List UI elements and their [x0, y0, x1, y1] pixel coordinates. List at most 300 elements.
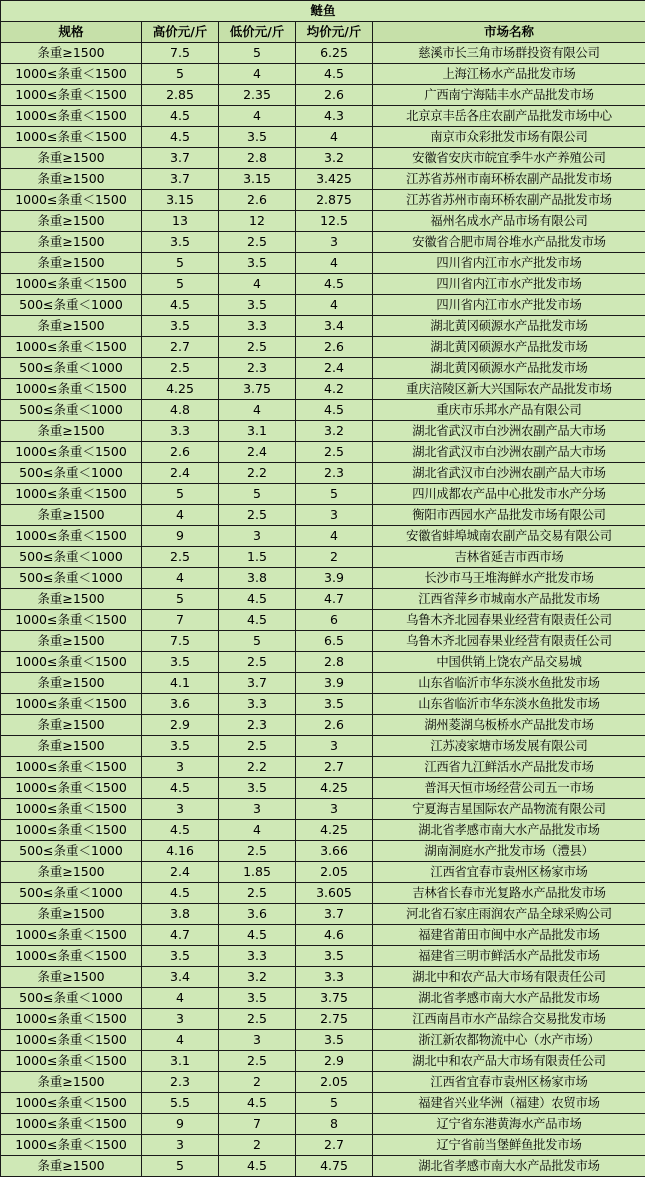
- cell-spec: 条重≥1500: [1, 421, 142, 442]
- cell-avg-price: 2.5: [296, 442, 373, 463]
- cell-high-price: 3.7: [142, 169, 219, 190]
- cell-avg-price: 3.4: [296, 316, 373, 337]
- cell-spec: 500≤条重＜1000: [1, 841, 142, 862]
- cell-avg-price: 6.25: [296, 43, 373, 64]
- cell-avg-price: 2: [296, 547, 373, 568]
- cell-high-price: 4: [142, 1030, 219, 1051]
- cell-market-name: 乌鲁木齐北园春果业经营有限责任公司: [373, 610, 645, 631]
- cell-market-name: 湖北中和农产品大市场有限责任公司: [373, 967, 645, 988]
- cell-spec: 500≤条重＜1000: [1, 568, 142, 589]
- table-row: [1, 400, 645, 421]
- cell-low-price: 3.15: [219, 169, 296, 190]
- cell-low-price: 5: [219, 631, 296, 652]
- cell-high-price: 2.9: [142, 715, 219, 736]
- cell-spec: 1000≤条重＜1500: [1, 1135, 142, 1156]
- cell-avg-price: 4.5: [296, 400, 373, 421]
- table-row: [1, 610, 645, 631]
- cell-spec: 500≤条重＜1000: [1, 400, 142, 421]
- cell-high-price: 2.4: [142, 463, 219, 484]
- table-row: [1, 967, 645, 988]
- cell-spec: 1000≤条重＜1500: [1, 484, 142, 505]
- cell-low-price: 3.2: [219, 967, 296, 988]
- cell-low-price: 2.5: [219, 736, 296, 757]
- cell-low-price: 3: [219, 799, 296, 820]
- cell-market-name: 江苏省苏州市南环桥农副产品批发市场: [373, 190, 645, 211]
- cell-low-price: 3: [219, 1030, 296, 1051]
- cell-low-price: 2.5: [219, 1009, 296, 1030]
- table-row: [1, 1093, 645, 1114]
- cell-market-name: 重庆市乐邦水产品有限公司: [373, 400, 645, 421]
- cell-avg-price: 2.4: [296, 358, 373, 379]
- cell-high-price: 4: [142, 988, 219, 1009]
- cell-market-name: 江西省宜春市袁州区杨家市场: [373, 862, 645, 883]
- cell-avg-price: 3.5: [296, 694, 373, 715]
- cell-market-name: 乌鲁木齐北园春果业经营有限责任公司: [373, 631, 645, 652]
- cell-avg-price: 2.875: [296, 190, 373, 211]
- cell-high-price: 3: [142, 1135, 219, 1156]
- cell-high-price: 3.6: [142, 694, 219, 715]
- cell-low-price: 3.7: [219, 673, 296, 694]
- cell-market-name: 安徽省安庆市皖宜季牛水产养殖公司: [373, 148, 645, 169]
- table-row: [1, 589, 645, 610]
- cell-spec: 条重≥1500: [1, 589, 142, 610]
- cell-avg-price: 4.2: [296, 379, 373, 400]
- table-row: [1, 904, 645, 925]
- cell-high-price: 5: [142, 253, 219, 274]
- cell-low-price: 2.2: [219, 757, 296, 778]
- cell-high-price: 7.5: [142, 43, 219, 64]
- table-row: [1, 631, 645, 652]
- cell-spec: 1000≤条重＜1500: [1, 127, 142, 148]
- cell-high-price: 5.5: [142, 1093, 219, 1114]
- table-row: [1, 106, 645, 127]
- cell-high-price: 2.4: [142, 862, 219, 883]
- cell-low-price: 5: [219, 43, 296, 64]
- cell-market-name: 江西省萍乡市城南水产品批发市场: [373, 589, 645, 610]
- cell-spec: 条重≥1500: [1, 316, 142, 337]
- cell-market-name: 四川省内江市水产批发市场: [373, 295, 645, 316]
- table-row: [1, 253, 645, 274]
- cell-low-price: 4.5: [219, 610, 296, 631]
- cell-avg-price: 4.5: [296, 274, 373, 295]
- cell-market-name: 湖北省孝感市南大水产品批发市场: [373, 988, 645, 1009]
- table-row: [1, 1030, 645, 1051]
- cell-market-name: 湖北省武汉市白沙洲农副产品大市场: [373, 442, 645, 463]
- cell-spec: 条重≥1500: [1, 211, 142, 232]
- cell-low-price: 2.4: [219, 442, 296, 463]
- cell-low-price: 4.5: [219, 925, 296, 946]
- table-row: [1, 1072, 645, 1093]
- table-row: [1, 358, 645, 379]
- cell-market-name: 普洱天恒市场经营公司五一市场: [373, 778, 645, 799]
- cell-spec: 1000≤条重＜1500: [1, 652, 142, 673]
- table-row: [1, 484, 645, 505]
- cell-high-price: 3.15: [142, 190, 219, 211]
- cell-high-price: 9: [142, 1114, 219, 1135]
- title-row: [1, 1, 645, 22]
- cell-spec: 1000≤条重＜1500: [1, 946, 142, 967]
- cell-low-price: 2.5: [219, 505, 296, 526]
- cell-market-name: 四川省内江市水产批发市场: [373, 253, 645, 274]
- table-row: [1, 946, 645, 967]
- cell-high-price: 3.5: [142, 232, 219, 253]
- cell-high-price: 4: [142, 568, 219, 589]
- cell-avg-price: 3.7: [296, 904, 373, 925]
- cell-spec: 条重≥1500: [1, 673, 142, 694]
- cell-high-price: 5: [142, 274, 219, 295]
- header-low-price: 低价元/斤: [219, 22, 296, 43]
- cell-low-price: 4.5: [219, 589, 296, 610]
- table-row: [1, 736, 645, 757]
- cell-avg-price: 3.425: [296, 169, 373, 190]
- cell-low-price: 4: [219, 820, 296, 841]
- cell-spec: 1000≤条重＜1500: [1, 1009, 142, 1030]
- cell-avg-price: 2.6: [296, 715, 373, 736]
- cell-high-price: 4.25: [142, 379, 219, 400]
- cell-low-price: 2.2: [219, 463, 296, 484]
- cell-market-name: 江西南昌市水产品综合交易批发市场: [373, 1009, 645, 1030]
- cell-avg-price: 3.75: [296, 988, 373, 1009]
- cell-low-price: 2.5: [219, 232, 296, 253]
- cell-avg-price: 2.05: [296, 862, 373, 883]
- cell-market-name: 上海江杨水产品批发市场: [373, 64, 645, 85]
- cell-low-price: 4: [219, 64, 296, 85]
- cell-spec: 500≤条重＜1000: [1, 358, 142, 379]
- cell-high-price: 5: [142, 64, 219, 85]
- cell-spec: 500≤条重＜1000: [1, 547, 142, 568]
- cell-low-price: 4.5: [219, 1093, 296, 1114]
- cell-market-name: 衡阳市西园水产品批发市场有限公司: [373, 505, 645, 526]
- cell-market-name: 湖北省孝感市南大水产品批发市场: [373, 1156, 645, 1177]
- cell-market-name: 河北省石家庄雨润农产品全球采购公司: [373, 904, 645, 925]
- cell-low-price: 2: [219, 1135, 296, 1156]
- cell-avg-price: 2.75: [296, 1009, 373, 1030]
- cell-low-price: 2.8: [219, 148, 296, 169]
- cell-avg-price: 4.7: [296, 589, 373, 610]
- cell-spec: 1000≤条重＜1500: [1, 1114, 142, 1135]
- table-row: [1, 568, 645, 589]
- cell-avg-price: 8: [296, 1114, 373, 1135]
- cell-spec: 1000≤条重＜1500: [1, 925, 142, 946]
- cell-avg-price: 3: [296, 232, 373, 253]
- header-high-price: 高价元/斤: [142, 22, 219, 43]
- cell-market-name: 福建省三明市鲜活水产品批发市场: [373, 946, 645, 967]
- cell-spec: 500≤条重＜1000: [1, 295, 142, 316]
- cell-high-price: 3.4: [142, 967, 219, 988]
- table-row: [1, 232, 645, 253]
- cell-market-name: 慈溪市长三角市场群投资有限公司: [373, 43, 645, 64]
- cell-high-price: 2.5: [142, 358, 219, 379]
- cell-market-name: 湖南洞庭水产批发市场（澧县）: [373, 841, 645, 862]
- cell-market-name: 北京京丰岳各庄农副产品批发市场中心: [373, 106, 645, 127]
- cell-high-price: 3: [142, 1009, 219, 1030]
- cell-high-price: 3.1: [142, 1051, 219, 1072]
- cell-low-price: 2.5: [219, 841, 296, 862]
- table-body: [1, 43, 645, 1177]
- cell-low-price: 12: [219, 211, 296, 232]
- cell-high-price: 4: [142, 505, 219, 526]
- table-row: [1, 316, 645, 337]
- cell-high-price: 4.5: [142, 295, 219, 316]
- cell-avg-price: 3.9: [296, 568, 373, 589]
- cell-avg-price: 3.2: [296, 421, 373, 442]
- cell-high-price: 2.3: [142, 1072, 219, 1093]
- table-row: [1, 862, 645, 883]
- cell-spec: 1000≤条重＜1500: [1, 1030, 142, 1051]
- cell-low-price: 1.85: [219, 862, 296, 883]
- cell-low-price: 2.5: [219, 1051, 296, 1072]
- cell-low-price: 3.3: [219, 946, 296, 967]
- cell-spec: 1000≤条重＜1500: [1, 820, 142, 841]
- cell-low-price: 2.5: [219, 652, 296, 673]
- cell-market-name: 中国供销上饶农产品交易城: [373, 652, 645, 673]
- cell-high-price: 3.8: [142, 904, 219, 925]
- cell-high-price: 3: [142, 799, 219, 820]
- cell-spec: 1000≤条重＜1500: [1, 85, 142, 106]
- cell-high-price: 7.5: [142, 631, 219, 652]
- cell-low-price: 5: [219, 484, 296, 505]
- cell-spec: 条重≥1500: [1, 148, 142, 169]
- header-avg-price: 均价元/斤: [296, 22, 373, 43]
- cell-market-name: 吉林省延吉市西市场: [373, 547, 645, 568]
- cell-high-price: 2.6: [142, 442, 219, 463]
- table-row: [1, 169, 645, 190]
- cell-market-name: 辽宁省前当堡鲜鱼批发市场: [373, 1135, 645, 1156]
- table-row: [1, 883, 645, 904]
- cell-high-price: 5: [142, 589, 219, 610]
- cell-spec: 1000≤条重＜1500: [1, 190, 142, 211]
- cell-spec: 1000≤条重＜1500: [1, 778, 142, 799]
- cell-market-name: 安徽省合肥市周谷堆水产品批发市场: [373, 232, 645, 253]
- cell-low-price: 4.5: [219, 1156, 296, 1177]
- cell-high-price: 4.5: [142, 820, 219, 841]
- table-row: [1, 652, 645, 673]
- table-row: [1, 148, 645, 169]
- cell-low-price: 4: [219, 400, 296, 421]
- cell-spec: 1000≤条重＜1500: [1, 610, 142, 631]
- cell-high-price: 3.5: [142, 736, 219, 757]
- cell-spec: 1000≤条重＜1500: [1, 379, 142, 400]
- cell-market-name: 辽宁省东港黄海水产品市场: [373, 1114, 645, 1135]
- cell-low-price: 3.75: [219, 379, 296, 400]
- cell-high-price: 7: [142, 610, 219, 631]
- cell-high-price: 2.5: [142, 547, 219, 568]
- header-spec: 规格: [1, 22, 142, 43]
- cell-market-name: 广西南宁海陆丰水产品批发市场: [373, 85, 645, 106]
- cell-market-name: 山东省临沂市华东淡水鱼批发市场: [373, 673, 645, 694]
- cell-spec: 条重≥1500: [1, 1156, 142, 1177]
- table-row: [1, 547, 645, 568]
- cell-market-name: 湖北省武汉市白沙洲农副产品大市场: [373, 421, 645, 442]
- cell-market-name: 江苏省苏州市南环桥农副产品批发市场: [373, 169, 645, 190]
- cell-spec: 1000≤条重＜1500: [1, 694, 142, 715]
- cell-market-name: 浙江新农都物流中心（水产市场）: [373, 1030, 645, 1051]
- cell-avg-price: 2.05: [296, 1072, 373, 1093]
- cell-low-price: 2.35: [219, 85, 296, 106]
- cell-high-price: 3.7: [142, 148, 219, 169]
- table-row: [1, 778, 645, 799]
- table-row: [1, 925, 645, 946]
- table-row: [1, 274, 645, 295]
- cell-low-price: 2.3: [219, 715, 296, 736]
- table-row: [1, 799, 645, 820]
- cell-high-price: 4.5: [142, 883, 219, 904]
- cell-low-price: 3.5: [219, 253, 296, 274]
- cell-high-price: 5: [142, 1156, 219, 1177]
- cell-market-name: 湖北黄冈硕源水产品批发市场: [373, 358, 645, 379]
- cell-spec: 1000≤条重＜1500: [1, 1093, 142, 1114]
- cell-high-price: 4.5: [142, 778, 219, 799]
- table-row: [1, 820, 645, 841]
- cell-spec: 500≤条重＜1000: [1, 883, 142, 904]
- cell-market-name: 江西省九江鲜活水产品批发市场: [373, 757, 645, 778]
- cell-high-price: 4.16: [142, 841, 219, 862]
- cell-avg-price: 3: [296, 736, 373, 757]
- cell-spec: 条重≥1500: [1, 862, 142, 883]
- cell-avg-price: 4: [296, 127, 373, 148]
- cell-market-name: 湖州菱湖乌板桥水产品批发市场: [373, 715, 645, 736]
- cell-high-price: 4.8: [142, 400, 219, 421]
- cell-market-name: 长沙市马王堆海鲜水产批发市场: [373, 568, 645, 589]
- cell-spec: 1000≤条重＜1500: [1, 337, 142, 358]
- cell-market-name: 湖北省孝感市南大水产品批发市场: [373, 820, 645, 841]
- cell-avg-price: 3.605: [296, 883, 373, 904]
- table-row: [1, 379, 645, 400]
- table-row: [1, 127, 645, 148]
- cell-avg-price: 4.25: [296, 778, 373, 799]
- cell-low-price: 3.5: [219, 295, 296, 316]
- cell-high-price: 4.7: [142, 925, 219, 946]
- cell-market-name: 安徽省蚌埠城南农副产品交易有限公司: [373, 526, 645, 547]
- cell-avg-price: 4.3: [296, 106, 373, 127]
- cell-high-price: 5: [142, 484, 219, 505]
- cell-spec: 1000≤条重＜1500: [1, 1051, 142, 1072]
- table-row: [1, 211, 645, 232]
- cell-low-price: 2.6: [219, 190, 296, 211]
- cell-high-price: 2.85: [142, 85, 219, 106]
- cell-avg-price: 2.8: [296, 652, 373, 673]
- cell-high-price: 3: [142, 757, 219, 778]
- cell-spec: 1000≤条重＜1500: [1, 442, 142, 463]
- cell-avg-price: 2.6: [296, 337, 373, 358]
- cell-spec: 1000≤条重＜1500: [1, 106, 142, 127]
- cell-market-name: 宁夏海吉星国际农产品物流有限公司: [373, 799, 645, 820]
- table-row: [1, 295, 645, 316]
- cell-avg-price: 3.66: [296, 841, 373, 862]
- table-row: [1, 1156, 645, 1177]
- cell-spec: 1000≤条重＜1500: [1, 274, 142, 295]
- cell-avg-price: 2.3: [296, 463, 373, 484]
- cell-spec: 条重≥1500: [1, 631, 142, 652]
- table-row: [1, 694, 645, 715]
- cell-low-price: 3.3: [219, 316, 296, 337]
- cell-market-name: 南京市众彩批发市场有限公司: [373, 127, 645, 148]
- cell-avg-price: 4.75: [296, 1156, 373, 1177]
- cell-spec: 1000≤条重＜1500: [1, 799, 142, 820]
- cell-low-price: 3.5: [219, 988, 296, 1009]
- cell-market-name: 重庆涪陵区新大兴国际农产品批发市场: [373, 379, 645, 400]
- cell-market-name: 江西省宜春市袁州区杨家市场: [373, 1072, 645, 1093]
- table-row: [1, 1135, 645, 1156]
- cell-spec: 500≤条重＜1000: [1, 988, 142, 1009]
- cell-high-price: 3.5: [142, 946, 219, 967]
- cell-market-name: 福建省兴业华洲（福建）农贸市场: [373, 1093, 645, 1114]
- table-row: [1, 841, 645, 862]
- cell-avg-price: 3.2: [296, 148, 373, 169]
- cell-avg-price: 3.9: [296, 673, 373, 694]
- table-row: [1, 337, 645, 358]
- table-row: [1, 526, 645, 547]
- cell-low-price: 2.5: [219, 337, 296, 358]
- table-row: [1, 715, 645, 736]
- cell-avg-price: 2.6: [296, 85, 373, 106]
- table-row: [1, 85, 645, 106]
- table-row: [1, 988, 645, 1009]
- table-row: [1, 673, 645, 694]
- table-row: [1, 757, 645, 778]
- table-row: [1, 190, 645, 211]
- table-title: 鲢鱼: [1, 1, 645, 22]
- table-row: [1, 1009, 645, 1030]
- cell-avg-price: 3.3: [296, 967, 373, 988]
- cell-market-name: 湖北中和农产品大市场有限责任公司: [373, 1051, 645, 1072]
- table-row: [1, 64, 645, 85]
- cell-spec: 条重≥1500: [1, 967, 142, 988]
- cell-spec: 条重≥1500: [1, 1072, 142, 1093]
- cell-avg-price: 12.5: [296, 211, 373, 232]
- cell-low-price: 2: [219, 1072, 296, 1093]
- cell-market-name: 福州名成水产品市场有限公司: [373, 211, 645, 232]
- cell-high-price: 4.5: [142, 106, 219, 127]
- cell-market-name: 四川成都农产品中心批发市水产分场: [373, 484, 645, 505]
- cell-avg-price: 5: [296, 1093, 373, 1114]
- cell-market-name: 吉林省长春市光复路水产品批发市场: [373, 883, 645, 904]
- cell-low-price: 3.8: [219, 568, 296, 589]
- cell-low-price: 3.5: [219, 778, 296, 799]
- cell-avg-price: 2.7: [296, 1135, 373, 1156]
- cell-low-price: 3.5: [219, 127, 296, 148]
- cell-avg-price: 3.5: [296, 1030, 373, 1051]
- table-row: [1, 1114, 645, 1135]
- cell-low-price: 1.5: [219, 547, 296, 568]
- cell-low-price: 4: [219, 274, 296, 295]
- header-market-name: 市场名称: [373, 22, 645, 43]
- cell-avg-price: 4.5: [296, 64, 373, 85]
- cell-low-price: 3: [219, 526, 296, 547]
- cell-spec: 条重≥1500: [1, 715, 142, 736]
- table-row: [1, 463, 645, 484]
- cell-low-price: 3.6: [219, 904, 296, 925]
- cell-spec: 条重≥1500: [1, 43, 142, 64]
- cell-high-price: 4.5: [142, 127, 219, 148]
- cell-low-price: 4: [219, 106, 296, 127]
- cell-spec: 条重≥1500: [1, 736, 142, 757]
- cell-high-price: 9: [142, 526, 219, 547]
- header-row: [1, 22, 645, 43]
- cell-avg-price: 6.5: [296, 631, 373, 652]
- cell-market-name: 湖北黄冈硕源水产品批发市场: [373, 337, 645, 358]
- cell-spec: 条重≥1500: [1, 232, 142, 253]
- cell-avg-price: 4: [296, 295, 373, 316]
- cell-market-name: 四川省内江市水产批发市场: [373, 274, 645, 295]
- cell-low-price: 7: [219, 1114, 296, 1135]
- cell-high-price: 3.3: [142, 421, 219, 442]
- cell-market-name: 湖北黄冈硕源水产品批发市场: [373, 316, 645, 337]
- cell-market-name: 山东省临沂市华东淡水鱼批发市场: [373, 694, 645, 715]
- cell-low-price: 3.3: [219, 694, 296, 715]
- cell-avg-price: 4: [296, 253, 373, 274]
- cell-avg-price: 3: [296, 505, 373, 526]
